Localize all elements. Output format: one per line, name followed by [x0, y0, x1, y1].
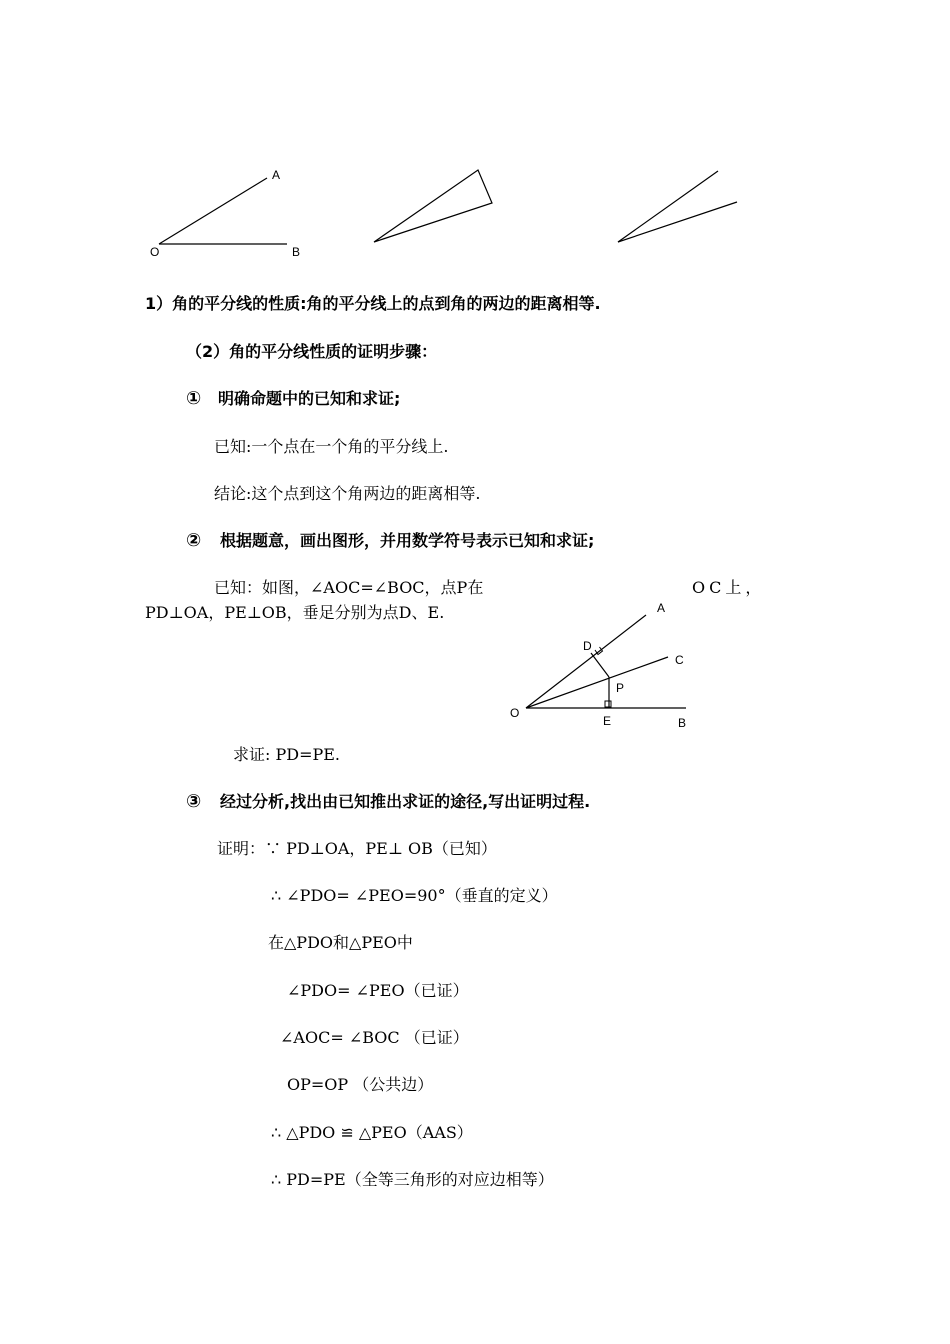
heading-proof-steps: （2）角的平分线性质的证明步骤： [186, 342, 438, 361]
bisector-lines [526, 615, 686, 708]
right-angle-mark-e [605, 701, 611, 707]
fig-label-b: B [678, 716, 687, 730]
step3-marker: ③ [186, 791, 202, 812]
label-b: B [292, 245, 301, 259]
proof-line-8: ∴ PD=PE（全等三角形的对应边相等） [271, 1170, 554, 1189]
step1-marker: ① [186, 388, 202, 409]
step2-given-part1: 已知：如图，∠AOC=∠BOC，点P在 [214, 578, 484, 597]
fig-label-c: C [675, 653, 684, 667]
step2-given-part2: OC上， [692, 578, 766, 597]
label-a: A [272, 168, 281, 182]
step3-title: 经过分析,找出由已知推出求证的途径,写出证明过程. [220, 792, 591, 811]
step2-marker: ② [186, 530, 202, 551]
proof-line-5: ∠AOC= ∠BOC （已证） [280, 1028, 469, 1047]
step2-title: 根据题意，画出图形，并用数学符号表示已知和求证; [220, 531, 595, 550]
step1-title: 明确命题中的已知和求证; [218, 389, 401, 408]
label-o: O [150, 245, 160, 259]
step1-given: 已知:一个点在一个角的平分线上. [214, 437, 449, 456]
fig-label-o: O [510, 706, 520, 720]
heading-property: 1）角的平分线的性质:角的平分线上的点到角的两边的距离相等. [145, 294, 601, 313]
proof-line-1: 证明：∵ PD⊥OA，PE⊥ OB（已知） [217, 839, 497, 858]
proof-line-7: ∴ △PDO ≌ △PEO（AAS） [271, 1123, 473, 1142]
step1-conclusion: 结论:这个点到这个角两边的距离相等. [214, 484, 481, 503]
fig-label-d: D [583, 639, 592, 653]
proof-line-3: 在△PDO和△PEO中 [268, 933, 413, 952]
step2-prove: 求证: PD=PE. [233, 745, 341, 764]
proof-line-4: ∠PDO= ∠PEO（已证） [287, 981, 469, 1000]
fig-label-e: E [603, 714, 612, 728]
step2-given-line2: PD⊥OA，PE⊥OB，垂足分别为点D、E. [145, 603, 445, 622]
proof-line-2: ∴ ∠PDO= ∠PEO=90°（垂直的定义） [271, 886, 558, 905]
fig-label-a: A [657, 601, 666, 615]
proof-line-6: OP=OP （公共边） [287, 1075, 434, 1094]
fig-label-p: P [616, 681, 625, 695]
